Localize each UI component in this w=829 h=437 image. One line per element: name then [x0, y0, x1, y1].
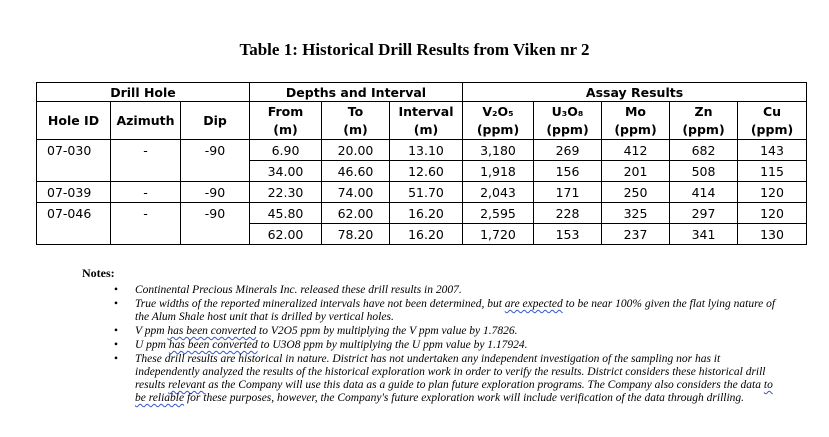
header-mo-label: Mo: [624, 103, 647, 119]
note-item: [82, 325, 782, 338]
cell-interval: 51.70: [390, 182, 463, 203]
group-header-row: [37, 83, 807, 102]
notes-list: [82, 284, 782, 405]
header-from-label: From: [267, 103, 304, 119]
cell-cu: 120: [738, 203, 807, 224]
note-text: U ppm: [135, 339, 169, 351]
header-mo: [602, 102, 670, 140]
header-mo-unit: (ppm): [614, 121, 657, 137]
table-row: [37, 203, 807, 224]
note-text: to U3O8 ppm by multiplying the U ppm value by 1.17924.: [257, 339, 528, 351]
table-row: [37, 140, 807, 161]
cell-mo: 237: [602, 224, 670, 245]
note-text: as the Company will use this data as a guide to plan future exploration programs. The Company also considers the data: [205, 379, 764, 391]
cell-cu: 130: [738, 224, 807, 245]
header-v2o5-label: V₂O₅: [482, 103, 514, 119]
header-cu-unit: (ppm): [750, 121, 794, 137]
cell-from: 34.00: [250, 161, 322, 182]
cell-interval: 16.20: [390, 203, 463, 224]
header-cu-label: Cu: [762, 103, 782, 119]
header-from: [250, 102, 322, 140]
cell-mo: 412: [602, 140, 670, 161]
note-text: to V2O5 ppm by multiplying the V ppm value by 1.7826.: [256, 325, 518, 337]
header-v2o5: [463, 102, 534, 140]
cell-from: 6.90: [250, 140, 322, 161]
cell-dip: -90: [181, 203, 250, 224]
cell-dip: -90: [181, 182, 250, 203]
table-row: [37, 161, 807, 182]
cell-dip: [181, 161, 250, 182]
cell-zn: 414: [670, 182, 738, 203]
header-from-unit: (m): [273, 121, 298, 137]
cell-u3o8: 228: [534, 203, 602, 224]
notes-label: Notes:: [82, 266, 115, 280]
cell-interval: 12.60: [390, 161, 463, 182]
cell-v2o5: 2,043: [463, 182, 534, 203]
cell-from: 45.80: [250, 203, 322, 224]
header-zn-unit: (ppm): [682, 121, 725, 137]
header-u3o8-unit: (ppm): [546, 121, 589, 137]
header-zn: [670, 102, 738, 140]
group-assay: Assay Results: [463, 83, 807, 102]
cell-azimuth: [111, 161, 181, 182]
notes-section: [82, 266, 782, 406]
cell-interval: 16.20: [390, 224, 463, 245]
cell-u3o8: 156: [534, 161, 602, 182]
note-item: [82, 284, 782, 297]
note-text: True widths of the reported mineralized intervals have not been determined, but: [135, 298, 505, 310]
cell-v2o5: 2,595: [463, 203, 534, 224]
header-to: [322, 102, 390, 140]
note-text: Continental Precious Minerals Inc. released these drill results in 2007.: [135, 284, 462, 296]
cell-hole-id: [37, 161, 111, 182]
bullet-icon: •: [114, 339, 119, 351]
header-interval-label: Interval: [398, 103, 454, 119]
cell-u3o8: 269: [534, 140, 602, 161]
cell-azimuth: [111, 224, 181, 245]
header-to-unit: (m): [343, 121, 368, 137]
header-v2o5-unit: (ppm): [476, 121, 520, 137]
header-to-label: To: [347, 103, 364, 119]
cell-dip: -90: [181, 140, 250, 161]
cell-azimuth: -: [111, 140, 181, 161]
note-text: These drill results are historical in nature. District has not undertaken any independent investigation of the sampling nor has it independently analyzed the results of the historical exploration work in order to verify the results. District considers these historical drill results: [135, 353, 766, 391]
cell-azimuth: -: [111, 182, 181, 203]
cell-to: 20.00: [322, 140, 390, 161]
header-interval: [390, 102, 463, 140]
cell-hole-id: 07-039: [37, 182, 111, 203]
note-item: [82, 298, 782, 324]
table-row: [37, 182, 807, 203]
cell-zn: 341: [670, 224, 738, 245]
cell-zn: 297: [670, 203, 738, 224]
cell-to: 46.60: [322, 161, 390, 182]
header-u3o8: [534, 102, 602, 140]
header-hole-id: Hole ID: [37, 102, 111, 140]
note-text: for these purposes, however, the Company's future exploration work will include verification of the data through drilling.: [184, 392, 745, 404]
bullet-icon: •: [114, 353, 119, 365]
header-zn-label: Zn: [694, 103, 713, 119]
header-cu: [738, 102, 807, 140]
cell-from: 62.00: [250, 224, 322, 245]
cell-hole-id: [37, 224, 111, 245]
note-text: V ppm: [135, 325, 168, 337]
spellcheck-flag: has been converted: [168, 339, 258, 351]
bullet-icon: •: [114, 284, 119, 296]
cell-v2o5: 1,720: [463, 224, 534, 245]
cell-u3o8: 171: [534, 182, 602, 203]
cell-zn: 508: [670, 161, 738, 182]
cell-hole-id: 07-030: [37, 140, 111, 161]
spellcheck-flag: has been converted: [167, 325, 257, 337]
header-dip: Dip: [181, 102, 250, 140]
column-header-row: [37, 102, 807, 140]
note-item: [82, 339, 782, 352]
note-text: to be near 100% given the flat lying nature of the Alum Shale host unit that is drilled by vertical holes.: [135, 298, 776, 323]
cell-azimuth: -: [111, 203, 181, 224]
cell-cu: 143: [738, 140, 807, 161]
cell-from: 22.30: [250, 182, 322, 203]
header-interval-unit: (m): [413, 121, 439, 137]
group-depths: Depths and Interval: [250, 83, 463, 102]
spellcheck-flag: to be reliable: [135, 379, 773, 404]
cell-interval: 13.10: [390, 140, 463, 161]
cell-zn: 682: [670, 140, 738, 161]
cell-v2o5: 3,180: [463, 140, 534, 161]
table-row: [37, 224, 807, 245]
cell-to: 78.20: [322, 224, 390, 245]
group-drill-hole: Drill Hole: [37, 83, 250, 102]
cell-cu: 120: [738, 182, 807, 203]
table-title: Table 1: Historical Drill Results from Viken nr 2: [239, 40, 590, 59]
cell-u3o8: 153: [534, 224, 602, 245]
drill-results-table: [36, 82, 807, 245]
cell-to: 74.00: [322, 182, 390, 203]
header-azimuth: Azimuth: [111, 102, 181, 140]
bullet-icon: •: [114, 325, 119, 337]
spellcheck-flag: are expected: [504, 298, 563, 310]
cell-cu: 115: [738, 161, 807, 182]
bullet-icon: •: [114, 298, 119, 310]
note-item: [82, 353, 782, 405]
spellcheck-flag: relevant: [168, 379, 206, 391]
cell-dip: [181, 224, 250, 245]
cell-to: 62.00: [322, 203, 390, 224]
cell-v2o5: 1,918: [463, 161, 534, 182]
cell-mo: 201: [602, 161, 670, 182]
cell-mo: 250: [602, 182, 670, 203]
cell-mo: 325: [602, 203, 670, 224]
header-u3o8-label: U₃O₈: [551, 103, 584, 119]
cell-hole-id: 07-046: [37, 203, 111, 224]
